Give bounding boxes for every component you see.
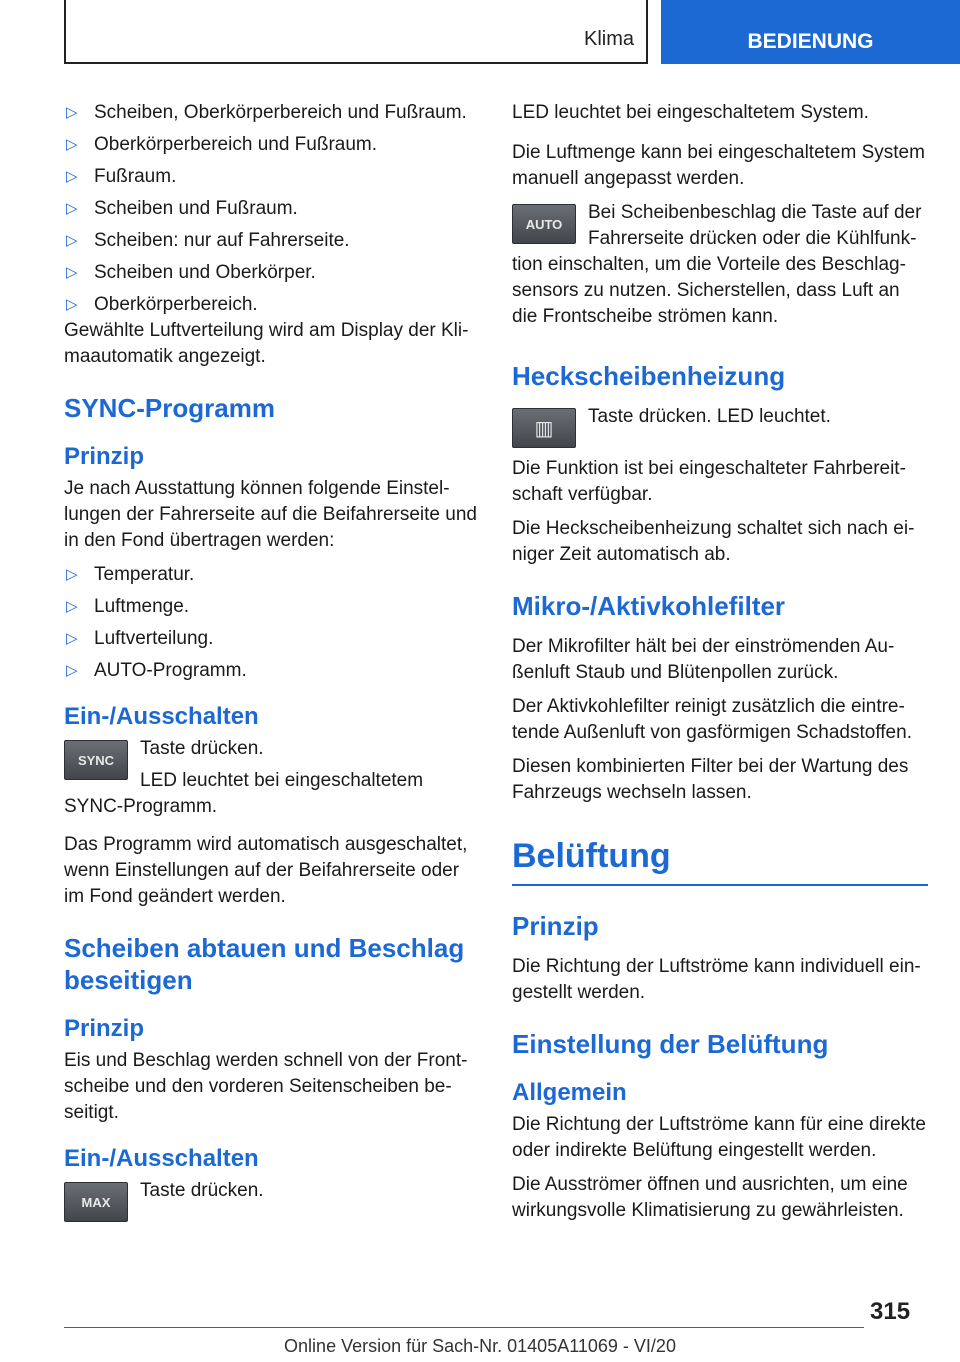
header-section-box bbox=[64, 0, 648, 64]
header-section-title: Klima bbox=[583, 28, 634, 50]
heading-sync: SYNC-Programm bbox=[64, 393, 275, 423]
heading-prinzip: Prinzip bbox=[64, 443, 145, 470]
list-item: ▷ Luftverteilung. bbox=[64, 626, 479, 652]
sync-button-row bbox=[64, 736, 479, 828]
triangle-bullet-icon: ▷ bbox=[66, 598, 78, 615]
triangle-bullet-icon: ▷ bbox=[66, 104, 78, 121]
heading-abtauen: Scheiben abtauen und Beschlag beseitigen bbox=[64, 933, 465, 995]
list-item: ▷ Luftmenge. bbox=[64, 594, 479, 620]
paragraph: Taste drücken. LED leuchtet. bbox=[588, 406, 831, 427]
list-item: ▷ Oberkörperbereich. bbox=[64, 292, 479, 318]
heading-heckscheibenheizung: Heckscheibenheizung bbox=[512, 361, 786, 391]
heading-ein-ausschalten: Ein-/Ausschalten bbox=[64, 1145, 259, 1172]
triangle-bullet-icon: ▷ bbox=[66, 296, 78, 313]
paragraph: Die Funktion ist bei eingeschalteter Fahrbereitschaft verfügbar. bbox=[512, 458, 906, 505]
list-item: ▷ Fußraum. bbox=[64, 164, 479, 190]
list-item: ▷ Scheiben: nur auf Fahrerseite. bbox=[64, 228, 479, 254]
triangle-bullet-icon: ▷ bbox=[66, 264, 78, 281]
paragraph: Der Mikrofilter hält bei der einströmenden Außenluft Staub und Blütenpollen zurück. bbox=[512, 636, 895, 683]
triangle-bullet-icon: ▷ bbox=[66, 566, 78, 583]
triangle-bullet-icon: ▷ bbox=[66, 168, 78, 185]
paragraph: Eis und Beschlag werden schnell von der Frontscheibe und den vorderen Seitenscheiben beseitigt. bbox=[64, 1050, 468, 1123]
list-item: ▷ Oberkörperbereich und Fußraum. bbox=[64, 132, 479, 158]
heading-prinzip: Prinzip bbox=[512, 911, 599, 941]
sync-key-icon: SYNC bbox=[64, 740, 128, 780]
left-column bbox=[64, 100, 479, 1230]
triangle-bullet-icon: ▷ bbox=[66, 662, 78, 679]
rear-window-heating-key-icon: ▥ bbox=[512, 408, 576, 448]
footer-divider bbox=[64, 1327, 864, 1328]
heading-allgemein: Allgemein bbox=[512, 1079, 627, 1106]
heading-ein-ausschalten: Ein-/Ausschalten bbox=[64, 703, 259, 730]
triangle-bullet-icon: ▷ bbox=[66, 200, 78, 217]
max-button-row bbox=[64, 1178, 479, 1230]
triangle-bullet-icon: ▷ bbox=[66, 630, 78, 647]
list-item: ▷ Scheiben und Oberkörper. bbox=[64, 260, 479, 286]
paragraph: Der Aktivkohlefilter reinigt zusätzlich die eintretende Außenluft von gasförmigen Schadstoffen. bbox=[512, 696, 912, 743]
paragraph: Die Luftmenge kann bei eingeschaltetem System manuell angepasst werden. bbox=[512, 142, 925, 189]
right-column bbox=[512, 100, 928, 1232]
max-defrost-key-icon: MAX bbox=[64, 1182, 128, 1222]
paragraph: Die Ausströmer öffnen und ausrichten, um eine wirkungsvolle Klimatisierung zu gewährleisten. bbox=[512, 1174, 908, 1221]
paragraph: Die Heckscheibenheizung schaltet sich nach einiger Zeit automatisch ab. bbox=[512, 518, 915, 565]
paragraph: Das Programm wird automatisch ausgeschaltet, wenn Einstellungen auf der Beifahrerseite oder im Fond geändert werden. bbox=[64, 834, 468, 907]
list-item: ▷ Scheiben, Oberkörperbereich und Fußraum. bbox=[64, 100, 479, 126]
list-item: ▷ AUTO-Programm. bbox=[64, 658, 479, 684]
page-number: 315 bbox=[870, 1298, 911, 1325]
paragraph: Bei Scheibenbeschlag die Taste auf der Fahrerseite drücken oder die Kühlfunktion einschalten, um die Vorteile des Beschlagsensors zu nutzen. Sicherstellen, dass Luft an die Frontscheibe strömen kann. bbox=[512, 202, 922, 327]
sync-list bbox=[64, 562, 479, 684]
heading-einstellung: Einstellung der Belüftung bbox=[512, 1029, 829, 1059]
footer-text: Online Version für Sach-Nr. 01405A11069 - VI/20 bbox=[284, 1336, 676, 1356]
paragraph: Diesen kombinierten Filter bei der Wartung des Fahrzeugs wechseln lassen. bbox=[512, 756, 909, 803]
auto-button-row bbox=[512, 200, 928, 338]
heading-filter: Mikro-/Aktivkohlefilter bbox=[512, 591, 786, 621]
heading-beluftung: Belüftung bbox=[512, 834, 928, 886]
rear-defrost-button-row bbox=[512, 404, 928, 456]
airflow-list bbox=[64, 100, 479, 318]
auto-key-icon: AUTO bbox=[512, 204, 576, 244]
list-item: ▷ Scheiben und Fußraum. bbox=[64, 196, 479, 222]
paragraph: Die Richtung der Luftströme kann für eine direkte oder indirekte Belüftung eingestellt werden. bbox=[512, 1114, 926, 1161]
paragraph: Je nach Ausstattung können folgende Einstellungen der Fahrerseite auf die Beifahrerseite und in den Fond übertragen werden: bbox=[64, 478, 477, 551]
heading-prinzip: Prinzip bbox=[64, 1015, 145, 1042]
paragraph: Die Richtung der Luftströme kann individuell eingestellt werden. bbox=[512, 956, 921, 1003]
triangle-bullet-icon: ▷ bbox=[66, 232, 78, 249]
paragraph: LED leuchtet bei eingeschaltetem SYNC-Programm. bbox=[64, 770, 424, 817]
list-item: ▷ Temperatur. bbox=[64, 562, 479, 588]
paragraph: LED leuchtet bei eingeschaltetem System. bbox=[512, 102, 869, 123]
header-chapter-tab: BEDIENUNG bbox=[661, 0, 960, 64]
paragraph: Gewählte Luftverteilung wird am Display der Klimaautomatik angezeigt. bbox=[64, 320, 469, 367]
triangle-bullet-icon: ▷ bbox=[66, 136, 78, 153]
paragraph: Taste drücken. bbox=[140, 738, 264, 759]
paragraph: Taste drücken. bbox=[140, 1180, 264, 1201]
